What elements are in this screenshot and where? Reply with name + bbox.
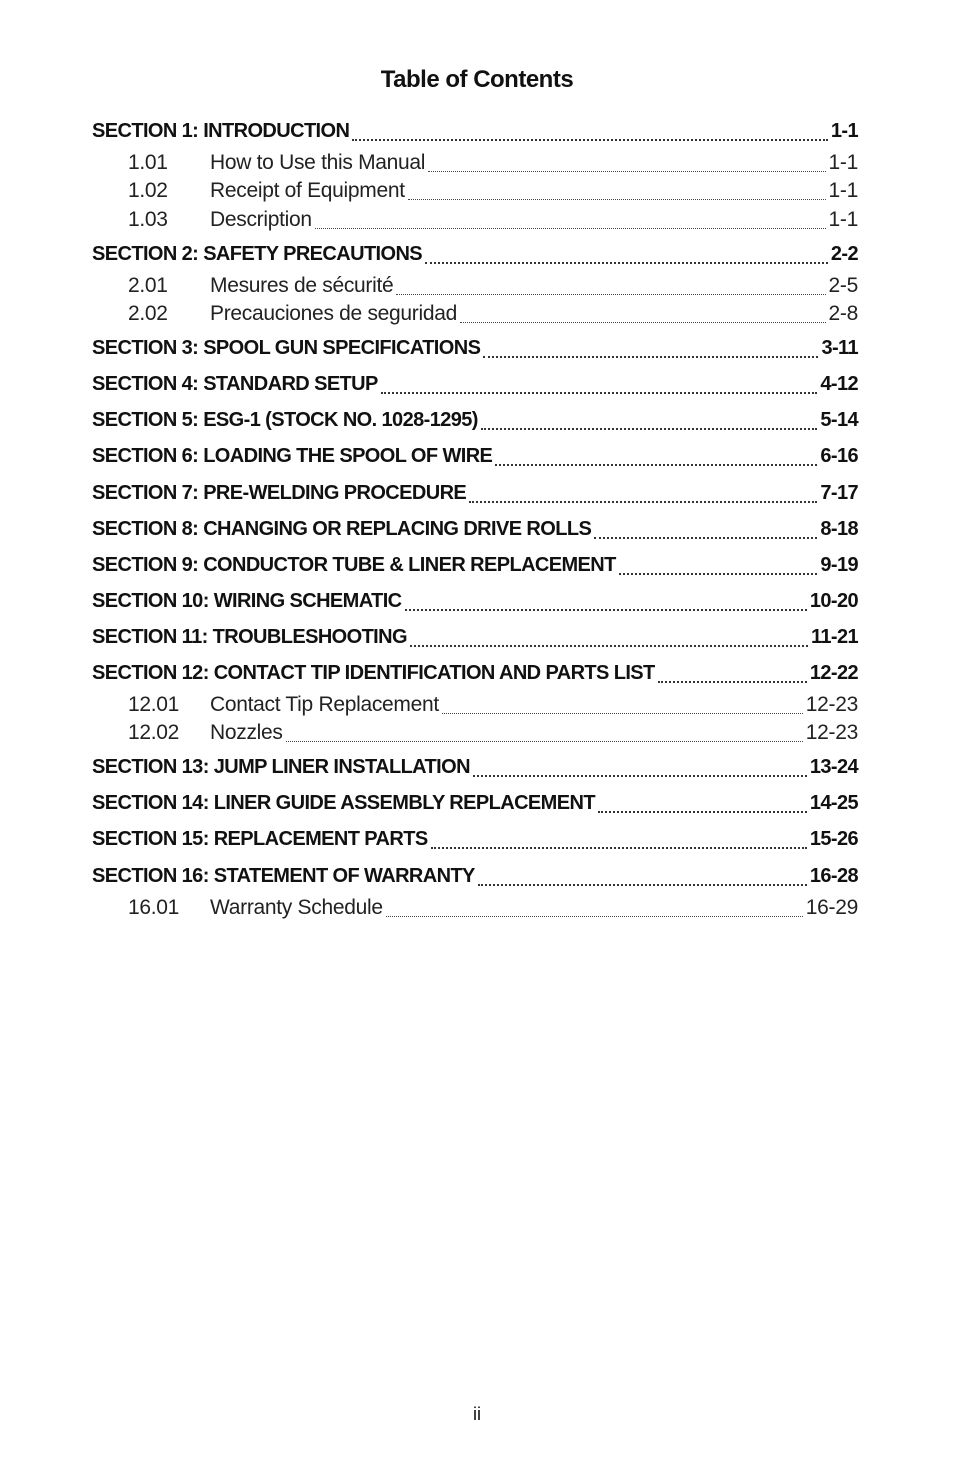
toc-entry-label: SECTION 15: REPLACEMENT PARTS xyxy=(92,828,428,850)
toc-entry-number: 12.02 xyxy=(128,721,180,744)
toc-entry-number: 2.01 xyxy=(128,274,168,297)
toc-section-entry[interactable] xyxy=(92,445,858,471)
toc-entry-page: 14-25 xyxy=(809,792,858,814)
toc-entry-page: 9-19 xyxy=(820,554,858,576)
page-title: Table of Contents xyxy=(380,66,574,93)
toc-entry-label: SECTION 11: TROUBLESHOOTING xyxy=(92,626,407,648)
toc-entry-page: 3-11 xyxy=(821,337,858,359)
toc-entry-label: SECTION 3: SPOOL GUN SPECIFICATIONS xyxy=(92,337,481,359)
toc-entry-label: SECTION 14: LINER GUIDE ASSEMBLY REPLACEMENT xyxy=(92,792,595,814)
toc-section-entry[interactable] xyxy=(92,243,858,269)
dot-leader xyxy=(396,274,825,300)
dot-leader xyxy=(619,554,818,580)
dot-leader xyxy=(428,151,825,177)
toc-entry-label: Contact Tip Replacement xyxy=(210,693,439,716)
dot-leader xyxy=(460,302,826,328)
toc-entry-label: Receipt of Equipment xyxy=(210,179,405,202)
toc-entry-page: 12-23 xyxy=(805,721,858,744)
toc-entry-label: SECTION 8: CHANGING OR REPLACING DRIVE ROLLS xyxy=(92,518,592,540)
toc-subsection-entry[interactable] xyxy=(92,721,858,747)
toc-entry-page: 5-14 xyxy=(820,409,858,431)
toc-entry-label: Precauciones de seguridad xyxy=(210,302,458,325)
toc-section-entry[interactable] xyxy=(92,337,858,363)
page-number: ii xyxy=(473,1404,481,1424)
toc-subsection-entry[interactable] xyxy=(92,896,858,922)
toc-section-entry[interactable] xyxy=(92,865,858,891)
dot-leader xyxy=(286,721,803,747)
dot-leader xyxy=(386,896,803,922)
toc-entry-label: SECTION 13: JUMP LINER INSTALLATION xyxy=(92,756,470,778)
toc-section-entry[interactable] xyxy=(92,828,858,854)
dot-leader xyxy=(352,120,828,146)
toc-entry-page: 1-1 xyxy=(828,179,858,202)
toc-entry-label: SECTION 4: STANDARD SETUP xyxy=(92,373,378,395)
toc-entry-label: Warranty Schedule xyxy=(210,896,383,919)
toc-entry-page: 2-2 xyxy=(830,243,858,265)
dot-leader xyxy=(408,179,826,205)
toc-subsection-entry[interactable] xyxy=(92,208,858,234)
toc-entry-page: 2-5 xyxy=(828,274,858,297)
toc-section-entry[interactable] xyxy=(92,626,858,652)
dot-leader xyxy=(481,409,818,435)
toc-entry-page: 7-17 xyxy=(820,482,858,504)
toc-entry-page: 6-16 xyxy=(820,445,858,467)
toc-entry-page: 11-21 xyxy=(810,626,858,648)
dot-leader xyxy=(381,373,818,399)
dot-leader xyxy=(410,626,808,652)
dot-leader xyxy=(469,482,817,508)
toc-entry-label: SECTION 6: LOADING THE SPOOL OF WIRE xyxy=(92,445,493,467)
toc-section-entry[interactable] xyxy=(92,518,858,544)
toc-section-entry[interactable] xyxy=(92,792,858,818)
toc-entry-label: SECTION 5: ESG-1 (STOCK NO. 1028-1295) xyxy=(92,409,478,431)
toc-entry-page: 12-23 xyxy=(805,693,858,716)
toc-entry-page: 8-18 xyxy=(820,518,858,540)
toc-subsection-entry[interactable] xyxy=(92,179,858,205)
toc-section-entry[interactable] xyxy=(92,756,858,782)
dot-leader xyxy=(405,590,807,616)
toc-entry-number: 2.02 xyxy=(128,302,168,325)
toc-entry-label: Description xyxy=(210,208,312,231)
toc-entry-page: 15-26 xyxy=(809,828,858,850)
toc-entry-page: 16-28 xyxy=(809,865,858,887)
dot-leader xyxy=(442,693,803,719)
toc-entry-label: How to Use this Manual xyxy=(210,151,426,174)
toc-section-entry[interactable] xyxy=(92,662,858,688)
dot-leader xyxy=(473,756,807,782)
toc-subsection-entry[interactable] xyxy=(92,693,858,719)
toc-entry-page: 1-1 xyxy=(830,120,858,142)
toc-subsection-entry[interactable] xyxy=(92,302,858,328)
toc-entry-number: 12.01 xyxy=(128,693,180,716)
toc-entry-page: 2-8 xyxy=(828,302,858,325)
dot-leader xyxy=(431,828,807,854)
toc-section-entry[interactable] xyxy=(92,373,858,399)
toc-subsection-entry[interactable] xyxy=(92,151,858,177)
toc-entry-number: 1.02 xyxy=(128,179,168,202)
toc-entry-label: SECTION 12: CONTACT TIP IDENTIFICATION AND PARTS LIST xyxy=(92,662,655,684)
dot-leader xyxy=(658,662,807,688)
toc-entry-page: 10-20 xyxy=(809,590,858,612)
toc-entry-label: SECTION 16: STATEMENT OF WARRANTY xyxy=(92,865,475,887)
toc-entry-page: 4-12 xyxy=(820,373,858,395)
toc-entry-label: SECTION 10: WIRING SCHEMATIC xyxy=(92,590,402,612)
dot-leader xyxy=(495,445,817,471)
toc-entry-page: 1-1 xyxy=(828,208,858,231)
dot-leader xyxy=(598,792,807,818)
toc-entry-label: SECTION 2: SAFETY PRECAUTIONS xyxy=(92,243,423,265)
toc-entry-label: SECTION 7: PRE-WELDING PROCEDURE xyxy=(92,482,467,504)
toc-entry-number: 16.01 xyxy=(128,896,180,919)
toc-entry-number: 1.01 xyxy=(128,151,168,174)
toc-entry-page: 1-1 xyxy=(828,151,858,174)
toc-section-entry[interactable] xyxy=(92,590,858,616)
toc-entry-label: SECTION 9: CONDUCTOR TUBE & LINER REPLACEMENT xyxy=(92,554,616,576)
dot-leader xyxy=(478,865,807,891)
dot-leader xyxy=(425,243,828,269)
toc-entry-number: 1.03 xyxy=(128,208,168,231)
toc-entry-label: Nozzles xyxy=(210,721,283,744)
toc-entry-page: 13-24 xyxy=(809,756,858,778)
toc-entry-page: 12-22 xyxy=(809,662,858,684)
toc-entry-label: Mesures de sécurité xyxy=(210,274,394,297)
toc-section-entry[interactable] xyxy=(92,554,858,580)
dot-leader xyxy=(315,208,826,234)
toc-entry-page: 16-29 xyxy=(805,896,858,919)
toc-section-entry[interactable] xyxy=(92,482,858,508)
dot-leader xyxy=(483,337,818,363)
dot-leader xyxy=(594,518,817,544)
toc-entry-label: SECTION 1: INTRODUCTION xyxy=(92,120,350,142)
toc-section-entry[interactable] xyxy=(92,120,858,146)
toc-subsection-entry[interactable] xyxy=(92,274,858,300)
toc-section-entry[interactable] xyxy=(92,409,858,435)
